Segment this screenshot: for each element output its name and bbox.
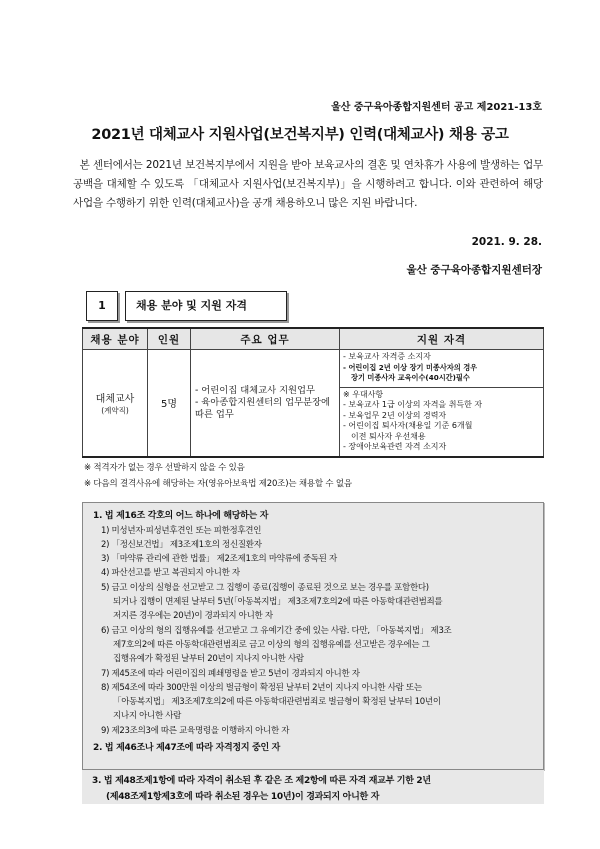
preferred-qualifications: [340, 388, 543, 456]
cell-field: [83, 350, 148, 457]
disq-item: 5) 금고 이상의 실형을 선고받고 그 집행이 종료(집행이 종료된 것으로 보는 경우를 포함한다): [101, 583, 429, 593]
disqualification-box: [82, 502, 544, 770]
cell-qualifications: [340, 350, 544, 457]
section-title: 채용 분야 및 지원 자격: [125, 291, 287, 321]
notice-number: 울산 중구육아종합지원센터 공고 제2021-13호: [331, 102, 542, 113]
cell-count: 5명: [148, 350, 191, 457]
disq-item: 6) 금고 이상의 형의 집행유예를 선고받고 그 유예기간 중에 있는 사람. 다만, 「아동복지법」 제3조: [101, 626, 452, 636]
disq-item-cont: 「아동복지법」 제3조제7호의2에 따른 아동학대관련범죄로 벌금형이 확정된 날부터 10년이: [113, 697, 441, 707]
duty-item: - 육아종합지원센터의 업무분장에 따른 업무: [195, 396, 330, 420]
organization-signature: 울산 중구육아종합지원센터장: [406, 264, 542, 276]
disq-item: 2) 「정신보건법」 제3조제1호의 정신질환자: [101, 540, 262, 550]
header-count: 인원: [148, 328, 191, 350]
disq-item: 9) 제23조의3에 따른 교육명령을 이행하지 아니한 자: [101, 726, 290, 736]
note-line: ※ 적격자가 없는 경우 선발하지 않을 수 있음: [84, 463, 245, 473]
table-header-row: [83, 328, 544, 350]
preferred-item: - 어린이집 퇴사자(채용일 기준 6개월: [343, 421, 473, 430]
preferred-item: 이전 퇴사자 우선채용: [351, 431, 426, 441]
disq-heading-3-box: [82, 770, 544, 804]
disq-item-cont: 저지른 경우에는 20년)이 경과되지 아니한 자: [113, 611, 273, 621]
disq-item-cont: 되거나 집행이 면제된 날부터 5년(「아동복지법」 제3조제7호의2에 따른 아동학대관련범죄를: [113, 597, 443, 607]
disq-item-cont: 지나지 아니한 사람: [113, 711, 182, 721]
qual-item: 장기 미종사자 교육이수(40시간)필수: [351, 373, 470, 382]
header-field: 채용 분야: [83, 328, 148, 350]
duty-item: - 어린이집 대체교사 지원업무: [195, 384, 315, 396]
intro-text: 본 센터에서는 2021년 보건복지부에서 지원을 받아 보육교사의 결혼 및 연차휴가 사용에 발생하는 업무 공백을 대체할 수 있도록 「대체교사 지원사업(보건복지부)」을 시행하려고 합니다. 이와 관련하여 해당 사업을 수행하기 위한 인력(대체교사)을 공개 채용하오니 많은 지원 바랍니다.: [73, 159, 543, 209]
disq-heading-3-cont: (제48조제1항제3호에 따라 취소된 경우는 10년)이 경과되지 아니한 자: [106, 792, 380, 802]
field-contract-type: (계약직): [101, 405, 129, 415]
preferred-title: ※ 우대사항: [343, 389, 384, 399]
disq-item: 7) 제45조에 따라 어린이집의 폐쇄명령을 받고 5년이 경과되지 아니한 자: [101, 669, 360, 679]
disq-heading-3: 3. 법 제48조제1항에 따라 자격이 취소된 후 같은 조 제2항에 따른 자격 재교부 기한 2년: [92, 776, 431, 786]
preferred-item: - 보육교사 1급 이상의 자격을 취득한 자: [343, 400, 483, 409]
disq-heading-1: 1. 법 제16조 각호의 어느 하나에 해당하는 자: [93, 511, 269, 521]
qual-item: - 보육교사 자격증 소지자: [343, 352, 431, 361]
disq-item: 8) 제54조에 따라 300만원 이상의 벌금형이 확정된 날부터 2년이 지나지 아니한 사람 또는: [101, 683, 422, 693]
section-number: 1: [86, 291, 118, 321]
header-duties: 주요 업무: [191, 328, 340, 350]
table-row: [83, 350, 544, 457]
recruitment-table: [82, 327, 544, 458]
field-name: 대체교사: [95, 393, 135, 405]
disq-heading-2: 2. 법 제46조나 제47조에 따라 자격정지 중인 자: [93, 743, 281, 753]
note-line: ※ 다음의 결격사유에 해당하는 자(영유아보육법 제20조)는 채용할 수 없음: [84, 479, 352, 489]
page-title: 2021년 대체교사 지원사업(보건복지부) 인력(대체교사) 채용 공고: [91, 127, 509, 143]
qual-item: - 어린이집 2년 이상 장기 미종사자의 경우: [343, 362, 478, 372]
disq-item: 4) 파산선고를 받고 복권되지 아니한 자: [101, 568, 240, 578]
preferred-item: - 장애아보육관련 자격 소지자: [343, 442, 447, 451]
cell-duties: [191, 350, 340, 457]
required-qualifications: [340, 350, 543, 388]
disq-item-cont: 집행유예가 확정된 날부터 20년이 지나지 아니한 사람: [113, 654, 304, 664]
notice-date: 2021. 9. 28.: [471, 236, 542, 248]
header-qualifications: 지원 자격: [340, 328, 544, 350]
intro-paragraph: [73, 156, 543, 213]
disq-item-cont: 제7호의2에 따른 아동학대관련범죄로 금고 이상의 형의 집행유예를 선고받은 경우에는 그: [113, 640, 430, 650]
disq-item: 1) 미성년자·피성년후견인 또는 피한정후견인: [101, 526, 262, 536]
disq-item: 3) 「마약류 관리에 관한 법률」 제2조제1호의 마약류에 중독된 자: [101, 554, 337, 564]
preferred-item: - 보육업무 2년 이상의 경력자: [343, 410, 447, 420]
